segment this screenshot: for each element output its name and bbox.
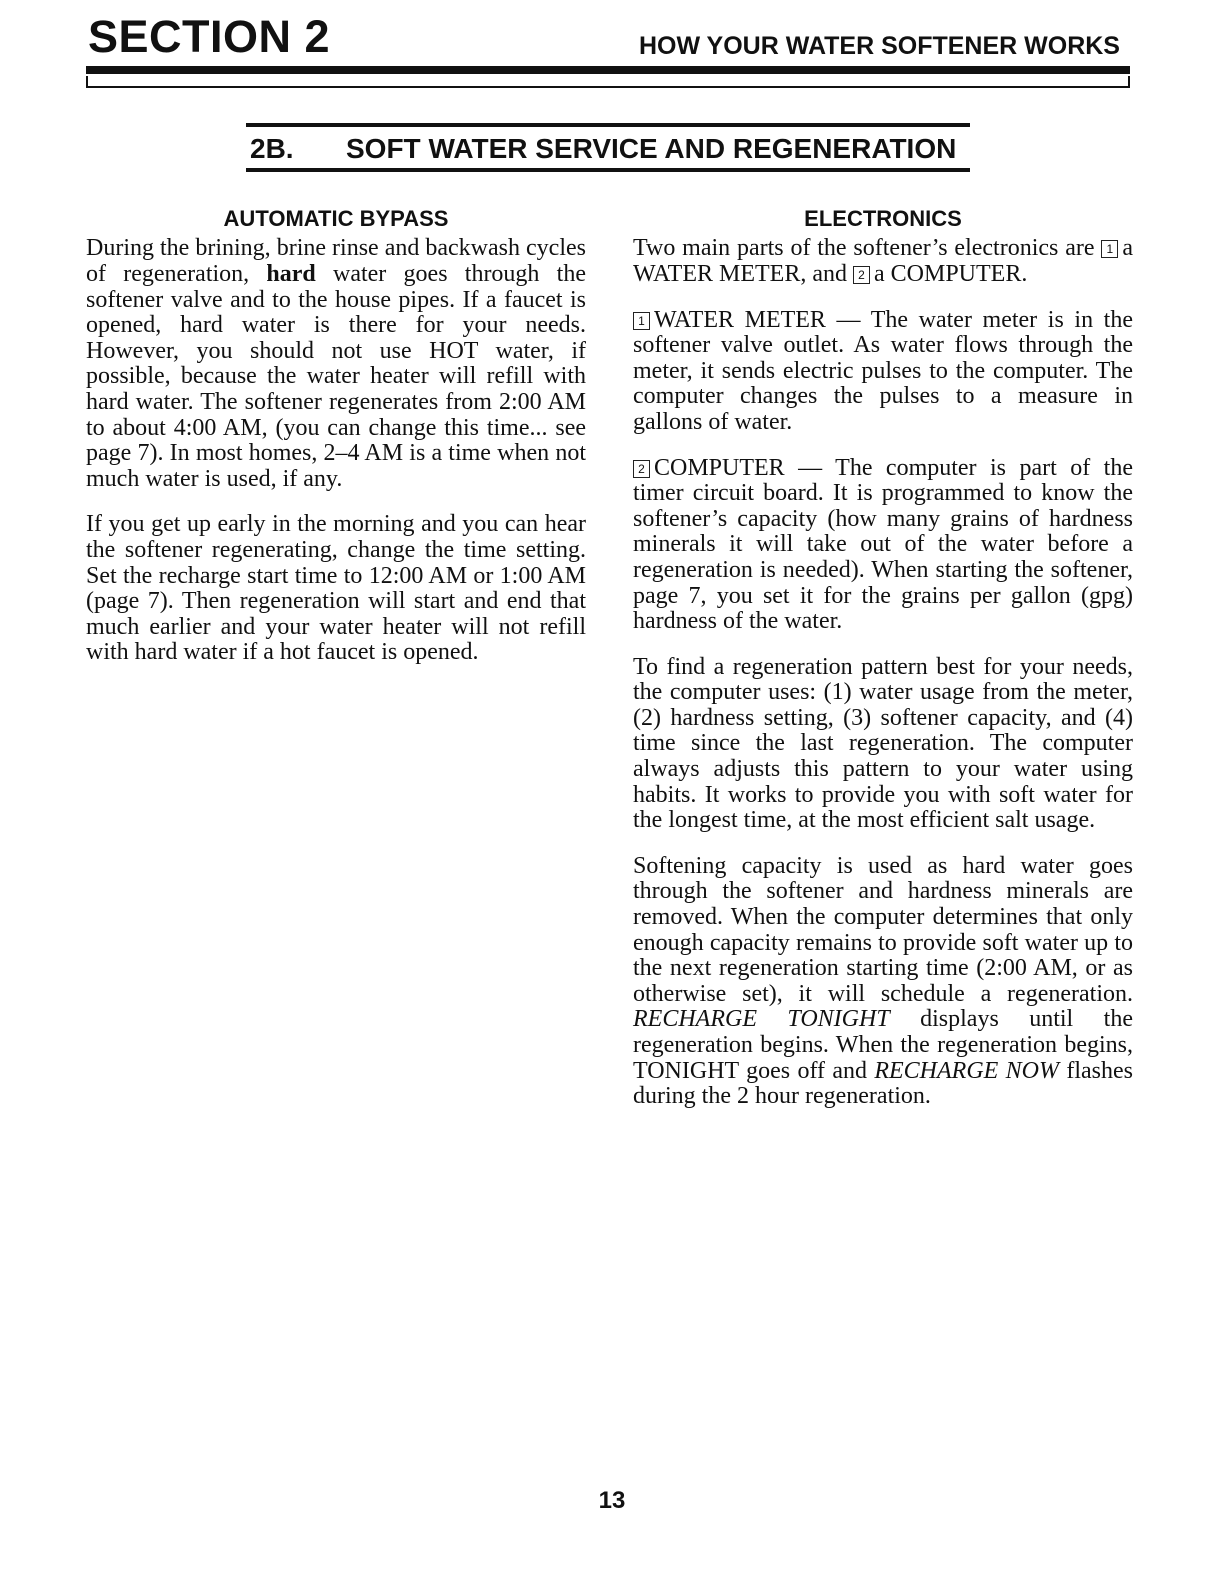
capacity-text-c: flashes during the 2 hour regeneration. (633, 1057, 1133, 1110)
electronics-p1-text-b: a WATER METER, and (633, 235, 1133, 287)
regeneration-pattern-paragraph: To find a regeneration pattern best for your needs, the computer uses: (1) water usage from the meter, (2) hardness setting, (3) softener capacity, and (4) time since the last regeneration. The computer always adjusts this pattern to your water using habits. It works to provide you with soft water for the longest time, at the most efficient salt usage. (633, 653, 1133, 834)
bypass-paragraph-1 (86, 236, 586, 492)
header-frame (86, 76, 1130, 88)
computer-paragraph (633, 456, 1133, 635)
automatic-bypass-heading: AUTOMATIC BYPASS (223, 206, 449, 231)
capacity-text-b: displays until the regeneration begins. When the regeneration begins, TONIGHT goes off and (633, 1006, 1133, 1084)
header-bar (86, 66, 1130, 74)
subsection-title: SOFT WATER SERVICE AND REGENERATION (346, 133, 957, 164)
right-column (633, 206, 1133, 1130)
electronics-paragraph-1 (633, 236, 1133, 287)
recharge-now-text: RECHARGE NOW (874, 1057, 1059, 1084)
page-number: 13 (598, 1487, 626, 1514)
subsection-rule-top (246, 123, 970, 127)
electronics-p1-text-c: a COMPUTER. (873, 260, 1028, 287)
callout-box-2: 2 (633, 460, 650, 478)
callout-box-2: 2 (853, 266, 870, 284)
subsection-rule-bottom (246, 168, 970, 172)
capacity-text-a: Softening capacity is used as hard water goes through the softener and hardness minerals are removed. When the computer determines that only enough capacity remains to provide soft water up to the next regeneration starting time (2:00 AM, or as otherwise set), it will schedule a regeneration. (633, 852, 1133, 1007)
computer-text: COMPUTER — The computer is part of the timer circuit board. It is programmed to know the softener’s capacity (how many grains of hardness minerals it will take out of the water before a regeneration is needed). When starting the softener, page 7, you set it for the grains per gallon (gpg) hardness of the water. (633, 454, 1133, 635)
left-column (86, 206, 586, 686)
bypass-p1-text-b: water goes through the softener valve and to the house pipes. If a faucet is opened, hard water is there for your needs. However, you should not use HOT water, if possible, because the water heater will refill with hard water. The softener regenerates from 2:00 AM to about 4:00 AM, (you can change this time... see page 7). In most homes, 2–4 AM is a time when not much water is used, if any. (86, 260, 586, 492)
callout-box-1: 1 (633, 312, 650, 330)
bypass-p1-text-a: During the brining, brine rinse and backwash cycles of regeneration, (86, 235, 586, 287)
subsection-number: 2B. (250, 133, 294, 164)
water-meter-paragraph (633, 308, 1133, 436)
section-title: HOW YOUR WATER SOFTENER WORKS (638, 32, 1120, 60)
bypass-p1-bold: hard (266, 260, 316, 287)
water-meter-text: WATER METER — The water meter is in the softener valve outlet. As water flows through the meter, it sends electric pulses to the computer. The computer changes the pulses to a measure in gallons of water. (633, 306, 1133, 435)
softening-capacity-paragraph (633, 854, 1133, 1110)
electronics-p1-text-a: Two main parts of the softener’s electronics are (633, 235, 1095, 262)
bypass-paragraph-2: If you get up early in the morning and you can hear the softener regenerating, change the time setting. Set the recharge start time to 12:00 AM or 1:00 AM (page 7). Then regeneration will start and end that much earlier and your water heater will not refill with hard water if a hot faucet is opened. (86, 511, 586, 666)
recharge-tonight-text: RECHARGE TONIGHT (633, 1006, 890, 1033)
electronics-heading: ELECTRONICS (804, 206, 962, 231)
section-label: SECTION 2 (88, 11, 331, 62)
callout-box-1: 1 (1101, 240, 1118, 258)
